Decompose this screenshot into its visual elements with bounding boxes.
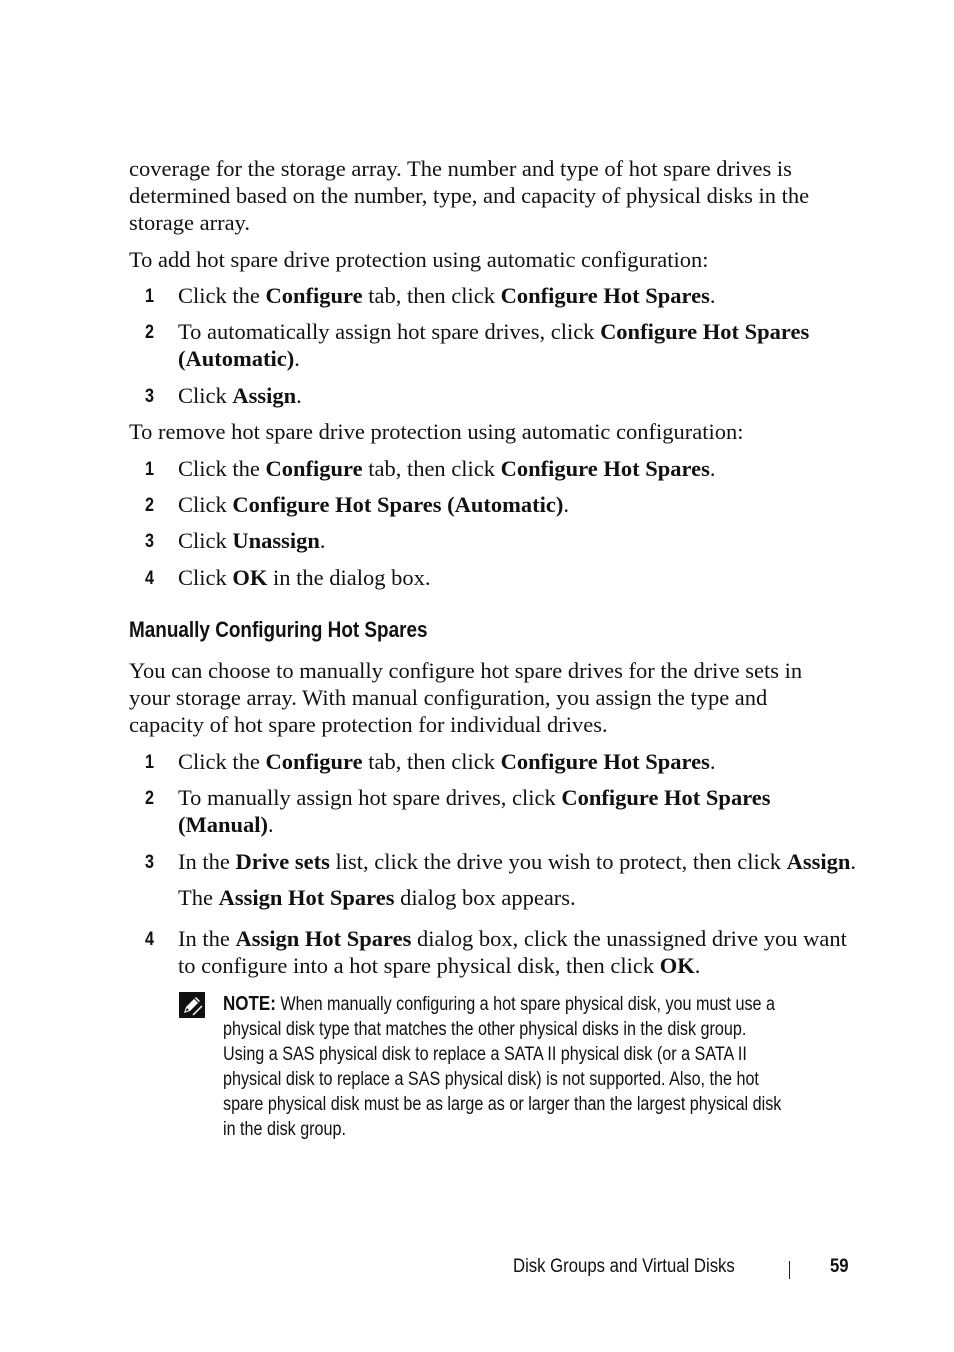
step-number: 4 (145, 929, 154, 950)
step-text: To manually assign hot spare drives, click Configure Hot Spares (Manual). (178, 785, 771, 837)
step-number: 3 (145, 531, 154, 552)
step-text: Click the Configure tab, then click Configure Hot Spares. (178, 749, 716, 774)
step-text: Click Assign. (178, 383, 302, 408)
remove-lead: To remove hot spare drive protection using automatic configuration: (129, 419, 744, 444)
step-number: 2 (145, 322, 154, 343)
note-line: in the disk group. (223, 1119, 346, 1140)
step-number: 1 (145, 752, 154, 773)
page-number: 59 (830, 1256, 849, 1277)
intro-paragraph (129, 155, 854, 236)
note-pencil-icon (178, 991, 206, 1019)
step-number: 1 (145, 459, 154, 480)
note-line: physical disk to replace a SAS physical disk) is not supported. Also, the hot (223, 1069, 759, 1090)
footer-divider (789, 1261, 790, 1279)
section-heading: Manually Configuring Hot Spares (129, 617, 428, 642)
note-block (223, 992, 852, 1142)
note-label: NOTE: (223, 993, 276, 1015)
step-number: 4 (145, 568, 154, 589)
step-text: In the Assign Hot Spares dialog box, click the unassigned drive you want to configure into a hot spare physical disk, then click OK. (178, 926, 847, 978)
step-number: 1 (145, 286, 154, 307)
paragraph-line: your storage array. With manual configuration, you assign the type and (129, 685, 768, 710)
note-line: Using a SAS physical disk to replace a SATA II physical disk (or a SATA II (223, 1044, 747, 1065)
intro-line: determined based on the number, type, and capacity of physical disks in the (129, 183, 810, 208)
step-text: In the Drive sets list, click the drive you wish to protect, then click Assign. (178, 849, 857, 874)
step-text: Click the Configure tab, then click Configure Hot Spares. (178, 456, 716, 481)
step-number: 3 (145, 852, 154, 873)
note-line: spare physical disk must be as large as or larger than the largest physical disk (223, 1094, 782, 1115)
paragraph-line: capacity of hot spare protection for individual drives. (129, 712, 608, 737)
step-text: Click Configure Hot Spares (Automatic). (178, 492, 570, 517)
note-line: NOTE: When manually configuring a hot spare physical disk, you must use a (223, 993, 776, 1015)
intro-line: coverage for the storage array. The number and type of hot spare drives is (129, 156, 792, 181)
manual-paragraph (129, 657, 854, 738)
step-text: Click Unassign. (178, 528, 326, 553)
step-followup-text: The Assign Hot Spares dialog box appears. (178, 885, 576, 910)
add-lead: To add hot spare drive protection using automatic configuration: (129, 247, 709, 272)
note-line: physical disk type that matches the other physical disks in the disk group. (223, 1019, 747, 1040)
step-text: To automatically assign hot spare drives, click Configure Hot Spares (Automatic). (178, 319, 810, 371)
paragraph-line: You can choose to manually configure hot spare drives for the drive sets in (129, 658, 803, 683)
step-number: 2 (145, 495, 154, 516)
footer-chapter-title: Disk Groups and Virtual Disks (513, 1256, 735, 1277)
intro-line: storage array. (129, 210, 250, 235)
step-number: 3 (145, 386, 154, 407)
step-number: 2 (145, 788, 154, 809)
step-text: Click the Configure tab, then click Configure Hot Spares. (178, 283, 716, 308)
step-text: Click OK in the dialog box. (178, 565, 431, 590)
